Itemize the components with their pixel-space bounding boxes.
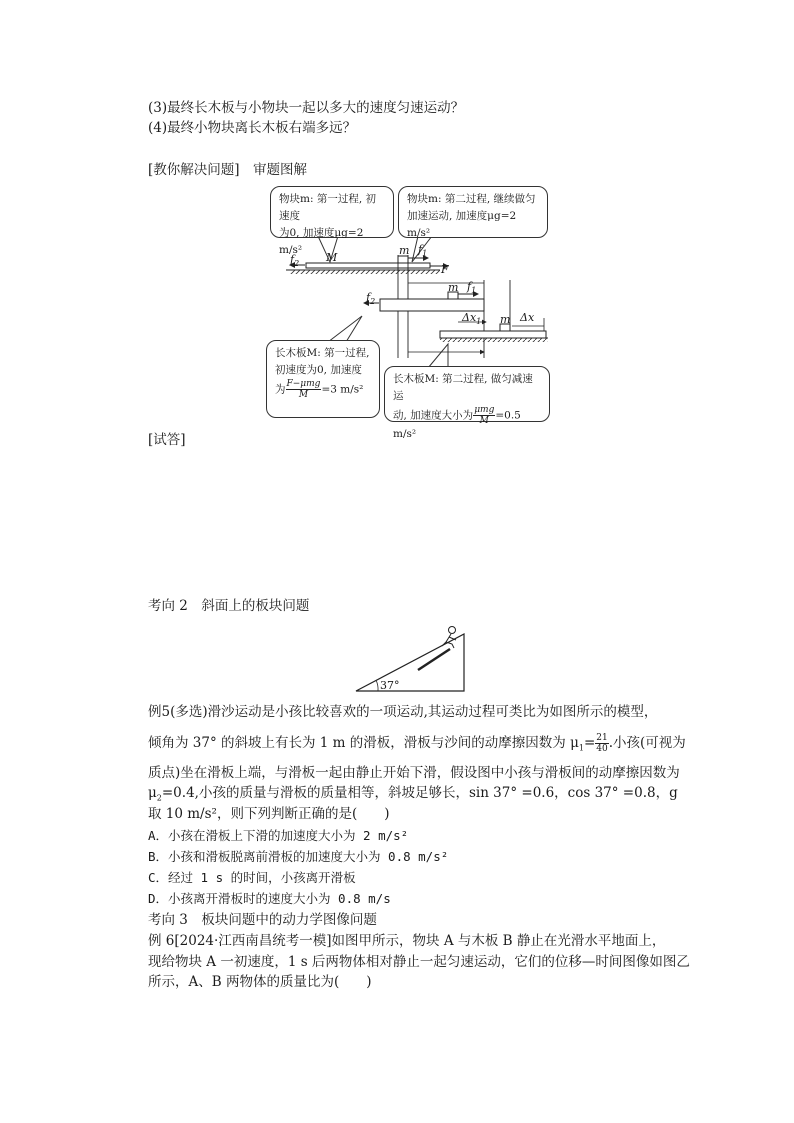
question-4: (4)最终小物块离长木板右端多远？ xyxy=(148,120,357,136)
example5-line3: 质点)坐在滑板上端，与滑板一起由静止开始下滑，假设图中小孩与滑板间的动摩擦因数为 xyxy=(148,765,680,781)
fraction-denominator: 40 xyxy=(596,744,608,754)
option-b: B．小孩和滑板脱离前滑板的加速度大小为 0.8 m/s² xyxy=(148,849,449,864)
callout-text: =3 m/s² xyxy=(321,383,364,396)
example6-line2: 现给物块 A 一初速度，1 s 后两物体相对静止一起匀速运动，它们的位移—时间图像如图乙 xyxy=(148,954,690,970)
example5-line1: 例5(多选)滑沙运动是小孩比较喜欢的一项运动,其运动过程可类比为如图所示的模型， xyxy=(148,704,658,720)
callout-board-stage2 xyxy=(384,366,550,440)
fraction-numerator: 21 xyxy=(596,733,608,743)
text-span: =0.4,小孩的质量与滑板的质量相等，斜坡足够长，sin 37° =0.6，cos 37° =0.8，g xyxy=(161,785,678,801)
label-M-row1: M xyxy=(326,251,338,264)
callout-block-stage1 xyxy=(270,186,394,256)
label-f1-row1: $f_1$ xyxy=(418,243,428,259)
fraction-denominator: M xyxy=(479,416,489,426)
callout-line: 物块m: 第一过程, 初速度 xyxy=(279,193,377,222)
fraction-numerator: F−μmg xyxy=(286,379,321,389)
slope-angle-label: 37° xyxy=(380,679,400,692)
label-f2-row1: $f_2$ xyxy=(290,253,300,269)
callout-line: 长木板M: 第一过程, xyxy=(275,347,370,359)
label-dx1: $\Delta x_1$ xyxy=(462,311,482,327)
text-span: μ xyxy=(148,785,157,801)
label-F: F xyxy=(441,263,449,276)
text-span: .小孩(可视为 xyxy=(608,735,686,751)
callout-line: 物块m: 第二过程, 继续做匀 xyxy=(407,193,536,205)
callout-text: 动, 加速度大小为 xyxy=(393,409,474,422)
callout-line: 为0, 加速度μg=2 m/s² xyxy=(279,227,364,256)
label-dx: Δx xyxy=(520,311,535,324)
text-span: = xyxy=(583,735,596,751)
example5-line2 xyxy=(148,733,686,759)
callout-text: =0.5 m/s² xyxy=(393,409,521,440)
label-m-row1: m xyxy=(399,244,410,257)
option-a: A．小孩在滑板上下滑的加速度大小为 2 m/s² xyxy=(148,828,409,843)
mu1-fraction xyxy=(595,733,608,754)
callout-line-fraction xyxy=(393,405,541,443)
label-f2-row2: $f_2$ xyxy=(366,291,376,307)
callout-line: 长木板M: 第二过程, 做匀减速运 xyxy=(393,373,533,402)
fraction xyxy=(473,405,495,426)
fraction-denominator: M xyxy=(298,390,309,400)
callout-line: 加速运动, 加速度μg=2 m/s² xyxy=(407,210,517,239)
fraction-numerator: μmg xyxy=(474,405,495,415)
text-span: 倾角为 37° 的斜坡上有长为 1 m 的滑板，滑板与沙间的动摩擦因数为 μ xyxy=(148,735,579,751)
callout-board-stage1 xyxy=(266,340,380,418)
section-2-title: 考向 2 斜面上的板块问题 xyxy=(148,598,310,614)
callout-line-fraction xyxy=(275,379,371,400)
label-f1-row2: $f_1$ xyxy=(467,280,477,296)
question-3: (3)最终长木板与小物块一起以多大的速度匀速运动？ xyxy=(148,100,465,116)
example6-line1: 例 6[2024·江西南昌统考一模]如图甲所示，物块 A 与木板 B 静止在光滑水平地面上， xyxy=(148,933,666,949)
label-m-row2: m xyxy=(448,281,459,294)
teach-heading: [教你解决问题] 审题图解 xyxy=(148,162,308,178)
example5-line5: 取 10 m/s²，则下列判断正确的是( ) xyxy=(148,806,390,822)
fraction xyxy=(286,379,322,400)
answer-label: [试答] xyxy=(148,432,186,448)
subscript: 2 xyxy=(156,793,162,803)
callout-block-stage2 xyxy=(398,186,548,238)
callout-line: 初速度为0, 加速度 xyxy=(275,364,362,376)
section-3-title: 考向 3 板块问题中的动力学图像问题 xyxy=(148,912,377,928)
option-d: D．小孩离开滑板时的速度大小为 0.8 m/s xyxy=(148,891,391,906)
label-m-row3: m xyxy=(500,313,511,326)
option-c: C．经过 1 s 的时间，小孩离开滑板 xyxy=(148,870,356,885)
callout-text: 为 xyxy=(275,383,286,396)
slope-figure xyxy=(350,618,470,694)
example6-line3: 所示，A、B 两物体的质量比为( ) xyxy=(148,974,372,990)
slope-drawing xyxy=(350,618,470,694)
subscript: 1 xyxy=(578,743,584,753)
